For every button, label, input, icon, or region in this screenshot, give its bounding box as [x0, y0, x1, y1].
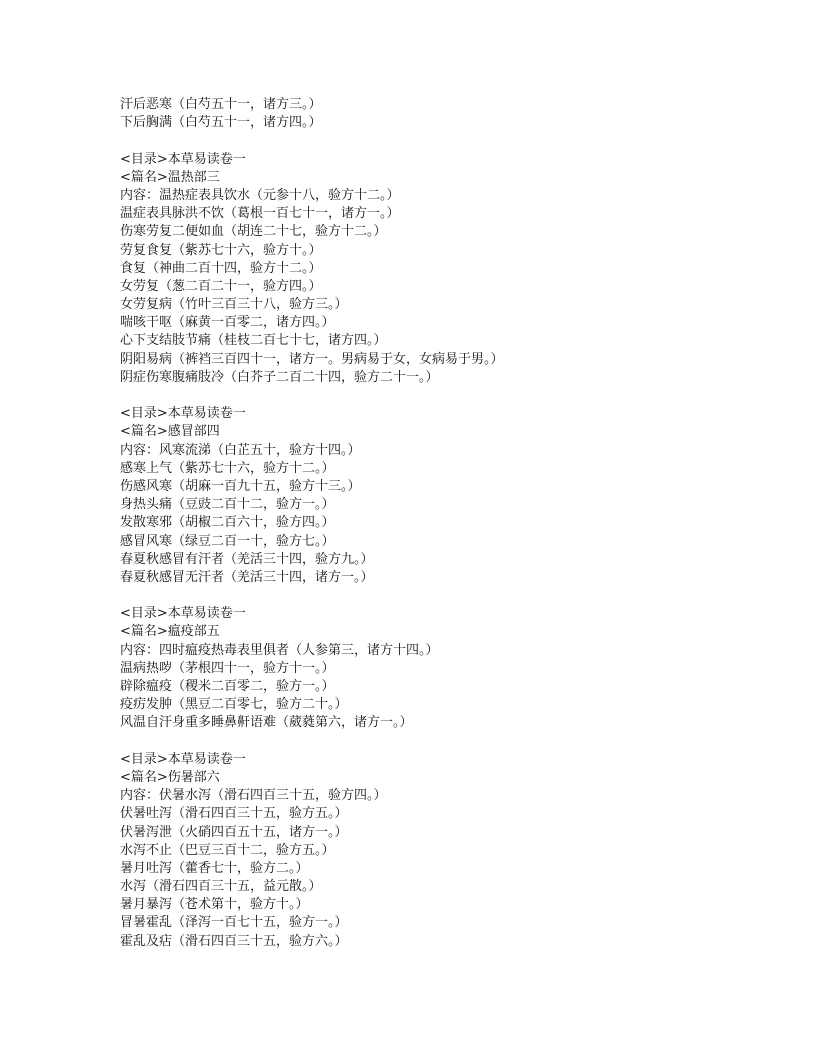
- text-line: 伤寒劳复二便如血（胡连二十七，验方十二。）: [120, 224, 387, 240]
- section-title-line: <篇名>瘟疫部五: [120, 624, 220, 640]
- text-line: 霍乱及痁（滑石四百三十五，验方六。）: [120, 933, 348, 949]
- text-line: 劳复食复（紫苏七十六，验方十。）: [120, 242, 322, 258]
- text-line: 内容：四时瘟疫热毒表里俱者（人参第三，诸方十四。）: [120, 642, 439, 658]
- text-line: 阴症伤寒腹痛肢冷（白芥子二百二十四，验方二十一。）: [120, 369, 439, 385]
- text-line: 汗后恶寒（白芍五十一，诸方三。）: [120, 97, 322, 112]
- text-line: 疫疠发肿（黑豆二百零七，验方二十。）: [120, 697, 348, 713]
- section-catalog-line: <目录>本草易读卷一: [120, 151, 246, 167]
- section-catalog-line: <目录>本草易读卷一: [120, 406, 246, 422]
- blank-line: [120, 733, 760, 751]
- text-line: 女劳复（葱二百二十一，验方四。）: [120, 278, 322, 294]
- text-line: 伏暑吐泻（滑石四百三十五，验方五。）: [120, 806, 348, 822]
- section-catalog-line: <目录>本草易读卷一: [120, 606, 246, 622]
- text-line: 心下支结肢节痛（桂枝二百七十七，诸方四。）: [120, 333, 387, 349]
- text-line: 温症表具脉洪不饮（葛根一百七十一，诸方一。）: [120, 206, 400, 222]
- text-line: 水泻不止（巴豆三百十二，验方五。）: [120, 842, 335, 858]
- blank-line: [120, 132, 760, 150]
- text-line: 食复（神曲二百十四，验方十二。）: [120, 260, 322, 276]
- text-line: 女劳复病（竹叶三百三十八，验方三。）: [120, 297, 348, 313]
- section-title-line: <篇名>温热部三: [120, 169, 220, 185]
- text-line: 发散寒邪（胡椒二百六十，验方四。）: [120, 515, 335, 531]
- document-body: [120, 96, 760, 951]
- text-line: 内容：风寒流涕（白芷五十，验方十四。）: [120, 442, 361, 458]
- text-line: 风温自汗身重多睡鼻鼾语难（葳蕤第六，诸方一。）: [120, 715, 413, 731]
- section-title-line: <篇名>感冒部四: [120, 424, 220, 440]
- text-line: 身热头痛（豆豉二百十二，验方一。）: [120, 497, 335, 513]
- text-line: 水泻（滑石四百三十五，益元散。）: [120, 879, 322, 895]
- blank-line: [120, 587, 760, 605]
- blank-line: [120, 387, 760, 405]
- text-line: 感寒上气（紫苏七十六，验方十二。）: [120, 460, 335, 476]
- text-line: 温病热哕（茅根四十一，验方十一。）: [120, 660, 335, 676]
- text-line: 阴阳易病（裤裆三百四十一，诸方一。男病易于女，女病易于男。）: [120, 351, 504, 367]
- text-line: 伏暑泻泄（火硝四百五十五，诸方一。）: [120, 824, 348, 840]
- section-title-line: <篇名>伤暑部六: [120, 769, 220, 785]
- text-line: 春夏秋感冒有汗者（羌活三十四，验方九。）: [120, 551, 374, 567]
- text-line: 伤感风寒（胡麻一百九十五，验方十三。）: [120, 478, 361, 494]
- section-catalog-line: <目录>本草易读卷一: [120, 751, 246, 767]
- text-line: 喘咳干呕（麻黄一百零二，诸方四。）: [120, 315, 335, 331]
- text-line: 内容：伏暑水泻（滑石四百三十五，验方四。）: [120, 788, 387, 804]
- text-line: 辟除瘟疫（稷米二百零二，验方一。）: [120, 679, 335, 694]
- text-line: 内容：温热症表具饮水（元参十八，验方十二。）: [120, 187, 400, 203]
- text-line: 下后胸满（白芍五十一，诸方四。）: [120, 115, 322, 131]
- text-line: 暑月暴泻（苍术第十，验方十。）: [120, 897, 309, 913]
- text-line: 春夏秋感冒无汗者（羌活三十四，诸方一。）: [120, 569, 374, 585]
- text-line: 感冒风寒（绿豆二百一十，验方七。）: [120, 533, 335, 549]
- text-line: 暑月吐泻（藿香七十，验方二。）: [120, 860, 309, 876]
- text-line: 冒暑霍乱（泽泻一百七十五，验方一。）: [120, 915, 348, 931]
